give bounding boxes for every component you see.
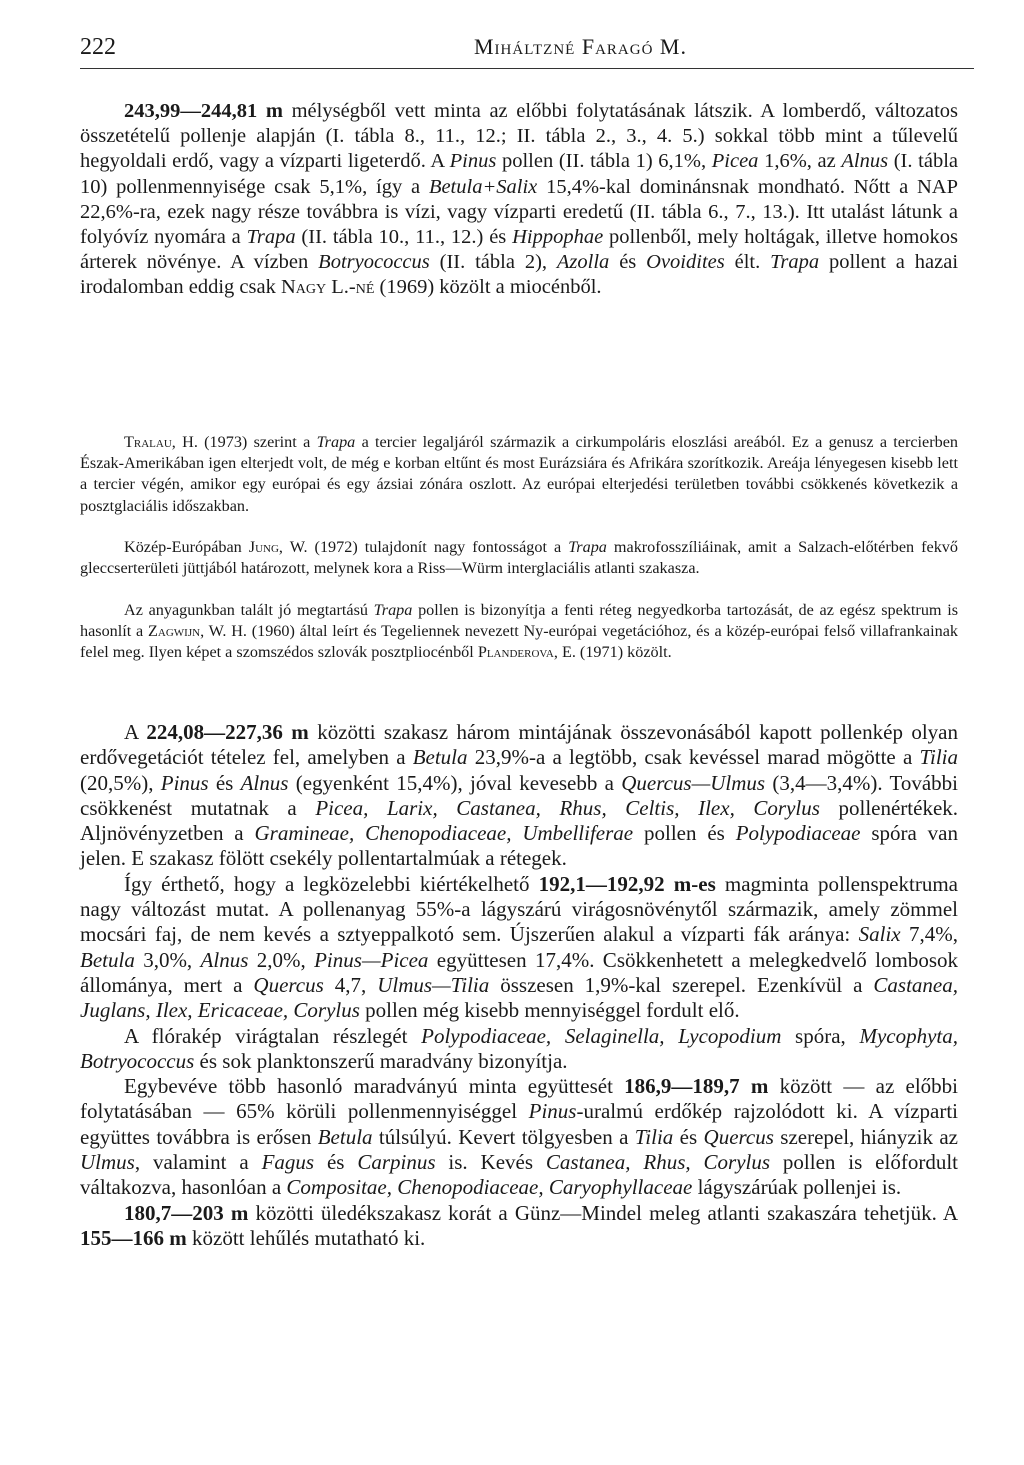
paragraph-224m: A 224,08—227,36 m közötti szakasz három mintájának összevonásából kapott pollenkép olyan erdővegetációt tételez fel, amelyben a Betula 23,9%-a a legtöbb, csak kevéssel marad mögötte a Tilia (20,5%), Pinus és Alnus (egyenként 15,4%), jóval kevesebb a Quercus—Ulmus (3,4—3,4%). További csökkenést mutatnak a Picea, Larix, Castanea, Rhus, Celtis, Ilex, Corylus pollenértékek. Aljnövényzetben a Gramineae, Chenopodiaceae, Umbelliferae pollen és Polypodiaceae spóra van jelen. E szakasz fölött csekély pollentartalmúak a rétegek. bbox=[80, 720, 959, 871]
note-zagwijn: Az anyagunkban talált jó megtartású Trapa pollen is bizonyítja a fenti réteg negyedkorba tartozását, de az egész spektrum is hasonlít a Zagwijn, W. H. (1960) által leírt és Tegeliennek nevezett Ny-európai vegetációhoz, és a közép-európai felső villafrankainak felel meg. Ilyen képet a szomszédos szlovák posztpliocénből Planderova, E. (1971) közölt. bbox=[80, 601, 958, 662]
paragraph-flora: A flórakép virágtalan részlegét Polypodiaceae, Selaginella, Lycopodium spóra, Mycophyta, Botryococcus és sok planktonszerű maradvány bizonyítja. bbox=[80, 1023, 958, 1073]
paragraph-243m: 243,99—244,81 m mélységből vett minta az előbbi folytatásának látszik. A lomberdő, változatos összetételű pollenje alapján (I. tábla 8., 11., 12.; II. tábla 2., 3., 4. 5.) sokkal több mint a tűlevelű hegyoldali erdő, vagy a vízparti ligeterdő. A Pinus pollen (II. tábla 1) 6,1%, Picea 1,6%, az Alnus (I. tábla 10) pollenmennyisége csak 5,1%, így a Betula+Salix 15,4%-kal dominánsnak mondható. Nőtt a NAP 22,6%-ra, ezek nagy része továbbra is vízi, vagy vízparti eredetű (II. tábla 6., 7., 13.). Itt utalást látunk a folyóvíz nyomára a Trapa (II. tábla 10., 11., 12.) és Hippophae pollenből, mely holtágak, illetve homokos árterek növénye. A vízben Botryococcus (II. tábla 2), Azolla és Ovoidites élt. Trapa pollent a hazai irodalomban eddig csak Nagy L.-né (1969) közölt a miocénből. bbox=[80, 100, 959, 299]
running-author: Miháltzné Faragó M. bbox=[474, 34, 687, 59]
depth-label: 243,99—244,81 m bbox=[124, 100, 283, 122]
paragraph-180m: 180,7—203 m közötti üledékszakasz korát a Günz—Mindel meleg atlanti szakaszára tehetjük. A 155—166 m között lehűlés mutatható ki. bbox=[80, 1200, 958, 1250]
paragraph-192m: Így érthető, hogy a legközelebbi kiértékelhető 192,1—192,92 m-es magminta pollenspektruma nagy változást mutat. A pollenanyag 55%-a lágyszárú virágosnövénytől származik, amely zömmel mocsári faj, de nem kevés a sztyeppalkotó sem. Újszerűen alakul a vízparti fák aránya: Salix 7,4%, Betula 3,0%, Alnus 2,0%, Pinus—Picea együttesen 17,4%. Csökkenhetett a melegkedvelő lombosok állománya, mert a Quercus 4,7, Ulmus—Tilia összesen 1,9%-kal szerepel. Ezenkívül a Castanea, Juglans, Ilex, Ericaceae, Corylus pollen még kisebb mennyiséggel fordult elő. bbox=[80, 871, 959, 1023]
note-jung: Közép-Európában Jung, W. (1972) tulajdonít nagy fontosságot a Trapa makrofosszíliáinak, amit a Salzach-előtérben fekvő gleccserterületi jüttjából határozott, melynek kora a Riss—Würm interglaciális atlanti szakasza. bbox=[80, 538, 958, 578]
paragraph-186m: Egybevéve több hasonló maradványú minta együttesét 186,9—189,7 m között — az előbbi folytatásában — 65% körüli pollenmennyiséggel Pinus-uralmú erdőkép rajzolódott ki. A vízparti együttes továbbra is erősen Betula túlsúlyú. Kevert tölgyesben a Tilia és Quercus szerepel, hiányzik az Ulmus, valamint a Fagus és Carpinus is. Kevés Castanea, Rhus, Corylus pollen is előfordult váltakozva, hasonlóan a Compositae, Chenopodiaceae, Caryophyllaceae lágyszárúak pollenjei is. bbox=[80, 1074, 958, 1200]
page-number: 222 bbox=[80, 34, 116, 60]
main-body-lower bbox=[80, 720, 958, 1251]
note-tralau: Tralau, H. (1973) szerint a Trapa a tercier legaljáról származik a cirkumpoláris eloszlási areából. Ez a genusz a tercierben Észak-Amerikában igen elterjedt volt, de még e korban eltűnt és most Eurázsiára és Afrikára szorítkozik. Areája lényegesen kisebb lett a tercier végén, amikor egy európai és egy ázsiai zónára oszlott. Az európai elterjedési területben további csökkenés következik a posztglaciális időszakban. bbox=[80, 433, 959, 515]
running-head bbox=[80, 34, 974, 69]
